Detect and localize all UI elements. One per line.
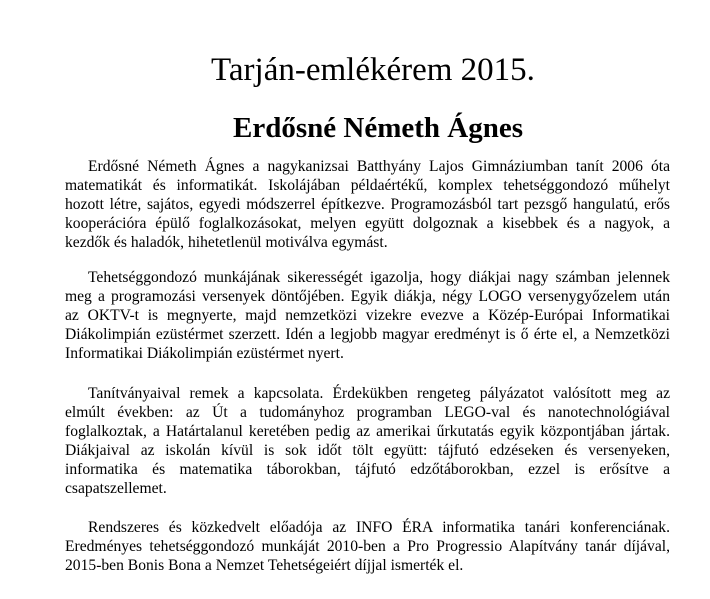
paragraph-line: informatika és matematika táborokban, tájfutó edzőtáborokban, ezzel is erősítve a [65,461,670,478]
paragraph-line: az OKTV-t is megnyerte, majd nemzetközi vizekre evezve a Közép-Európai Informatikai [65,307,670,324]
paragraph-line: Diákjaival az iskolán kívül is sok időt tölt együtt: tájfutó edzéseken és versenyeken, [65,442,670,459]
paragraph-line: foglalkoztak, a Határtalanul keretében pedig az amerikai űrkutatás egyik központjában jártak. [65,423,670,440]
document-title: Tarján-emlékérem 2015. [211,52,535,88]
paragraph-line: matematikát és informatikát. Iskolájában példaértékű, komplex tehetséggondozó műhelyt [65,177,670,194]
paragraph-line: Tanítványaival remek a kapcsolata. Érdekükben rengeteg pályázatot valósított meg az [88,385,670,402]
paragraph-line: Tehetséggondozó munkájának sikerességét igazolja, hogy diákjai nagy számban jelennek [88,269,670,286]
paragraph-line: Diákolimpián ezüstérmet szerzett. Idén a legjobb magyar eredményt is ő érte el, a Nemzetközi [65,326,670,343]
paragraph-line: elmúlt években: az Út a tudományhoz programban LEGO-val és nanotechnológiával [65,404,670,421]
paragraph-line: 2015-ben Bonis Bona a Nemzet Tehetségeiért díjjal ismerték el. [65,557,464,574]
paragraph-3 [65,384,670,498]
paragraph-line: Erdősné Németh Ágnes a nagykanizsai Batthyány Lajos Gimnáziumban tanít 2006 óta [88,158,670,175]
paragraph-2 [65,268,670,363]
document-subtitle: Erdősné Németh Ágnes [233,112,523,144]
paragraph-line: meg a programozási versenyek döntőjében. Egyik diákja, négy LOGO versenygyőzelem után [65,288,670,305]
paragraph-4 [65,518,670,575]
paragraph-line: Eredményes tehetséggondozó munkáját 2010-ben a Pro Progressio Alapítvány tanár díjával, [65,538,670,555]
paragraph-line: Rendszeres és közkedvelt előadója az INFO ÉRA informatika tanári konferenciának. [88,519,670,536]
paragraph-line: kooperációra épülő foglalkozásokat, melyen együtt dolgoznak a kisebbek és a nagyok, a [65,215,670,232]
paragraph-line: Informatikai Diákolimpián ezüstérmet nyert. [65,345,344,362]
paragraph-line: kezdők és haladók, hihetetlenül motiválva egymást. [65,234,388,251]
paragraph-1 [65,157,670,252]
paragraph-line: hozott létre, sajátos, egyedi módszerrel építkezve. Programozásból tart pezsgő hangulatú, erős [65,196,670,213]
paragraph-line: csapatszellemet. [65,480,167,497]
